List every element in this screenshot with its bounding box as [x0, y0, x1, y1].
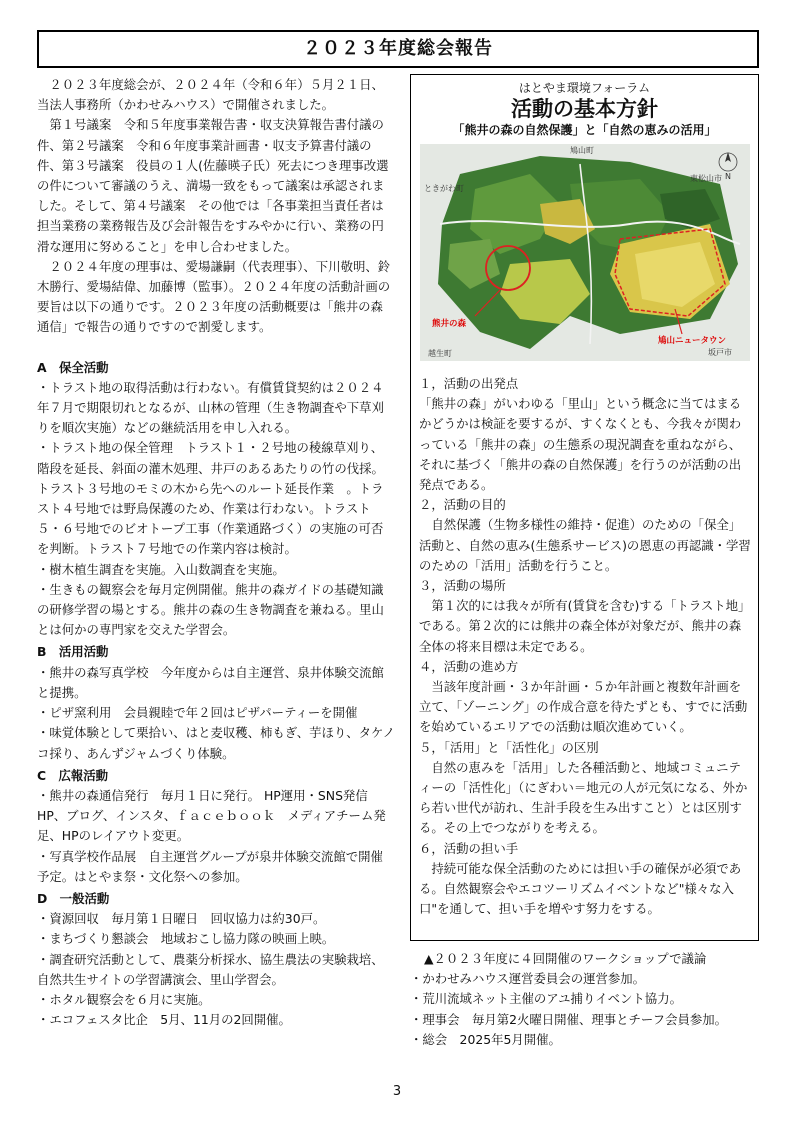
section-a-heading: A 保全活動 [37, 359, 109, 375]
workshop-caption: ▲２０２３年度に４回開催のワークショップで議論 [424, 951, 707, 966]
map-label-road: ときがわ町 [424, 184, 464, 193]
policy-subtitle: はとやま環境フォーラム [518, 81, 651, 95]
policy-point-head: ５，「活用」と「活性化」の区別 [419, 739, 599, 755]
policy-point-head: ４，活動の進め方 [419, 658, 519, 674]
section-d-item: ・エコフェスタ比企 5月、11月の2回開催。 [37, 1012, 291, 1028]
policy-tagline: 「熊井の森の自然保護」と「自然の恵みの活用」 [452, 123, 717, 137]
section-d-item: ・ホタル観察会を６月に実施。 [37, 991, 211, 1007]
workshop-section [410, 949, 759, 1050]
section-c-item: ・写真学校作品展 自主運営グループが泉井体験交流館で開催予定。はとやま祭・文化祭への参加。 [37, 848, 383, 884]
policy-point-body: 第１次的には我々が所有(賃貸を含む)する「トラスト地」である。第２次的には熊井の森全体が対象だが、熊井の森全体の将来目標は未定である。 [419, 598, 751, 654]
section-d-item: ・調査研究活動として、農薬分析採水、協生農法の実験栽培、自然共生サイトの学習講演会、里山学習会。 [37, 951, 384, 987]
policy-point-head: ３，活動の場所 [419, 578, 506, 594]
section-a-item: ・トラスト地の保全管理 トラスト１・２号地の稜線草刈り、階段を延長、斜面の灌木処理、井戸のあるあたりの竹の伐採。トラスト３号地のモミの木から先へのルート延長作業 。トラスト４号地では野鳥保護のため、作業は行わない。トラスト５・６号地でのビオトープ工事（作業通路づく）の実施の可否を判断。トラスト７号地での作業内容は検討。 [37, 440, 384, 557]
workshop-item: ・理事会 毎月第2火曜日開催、理事とチーフ会員参加。 [410, 1011, 728, 1027]
map-label-road: 坂戸市 [708, 348, 732, 357]
policy-point-head: １，活動の出発点 [419, 376, 519, 391]
policy-points [411, 361, 758, 919]
policy-point-body: 自然保護（生物多様性の維持・促進）のための「保全」活動と、自然の恵み(生態系サービス)の恩恵の再認識・学習のための「活用」活動を行うこと。 [419, 517, 751, 573]
report-column [37, 75, 395, 1030]
section-d-item: ・資源回収 毎月第１日曜日 回収協力は約30戸。 [37, 911, 326, 927]
policy-point-body: 持続可能な保全活動のためには担い手の確保が必須である。自然観察会やエコツーリズムイベントなど"様々な入口"を通して、担い手を増やす努力をする。 [419, 860, 742, 917]
policy-point-head: ６，活動の担い手 [419, 840, 519, 856]
page-number: 3 [392, 1084, 402, 1099]
intro-paragraph-1: ２０２３年度総会が、２０２４年（令和６年）５月２１日、当法人事務所（かわせみハウス）で開催されました。 [37, 77, 384, 113]
section-b-item: ・味覚体験として栗拾い、はと麦収穫、柿もぎ、芋ほり、タケノコ採り、あんずジャムづくり体験。 [37, 725, 395, 761]
map-label-road: 東松山市 [690, 174, 722, 183]
workshop-item: ・かわせみハウス運営委員会の運営参加。 [410, 971, 646, 987]
workshop-item: ・総会 2025年5月開催。 [410, 1031, 561, 1047]
section-d-heading: D 一般活動 [37, 890, 110, 906]
section-d-item: ・まちづくり懇談会 地域おこし協力隊の映画上映。 [37, 931, 335, 947]
section-a-item: ・トラスト地の取得活動は行わない。有償賃貸契約は２０２４年７月で期限切れとなるが、山林の管理（生き物調査や下草刈りを順次実施）などの継続活用を申し入れる。 [37, 379, 384, 436]
section-b-item: ・熊井の森写真学校 今年度からは自主運営、泉井体験交流館と提携。 [37, 664, 384, 700]
section-a-item: ・生きもの観察会を毎月定例開催。熊井の森ガイドの基礎知識の研修学習の場とする。熊井の森の生き物調査を兼ねる。里山とは何かの専門家を交えた学習会。 [37, 581, 384, 638]
intro-paragraph-3: ２０２４年度の理事は、愛場謙嗣（代表理事）、下川敬明、鈴木勝行、愛場結偉、加藤博（監事）。２０２４年度の活動計画の要旨は以下の通りです。２０２３年度の活動概要は「熊井の森通信」で報告の通りですので割愛します。 [37, 258, 391, 335]
policy-box [410, 74, 759, 941]
policy-point-body: 自然の恵みを「活用」した各種活動と、地域コミュニティーの「活性化」（にぎわい＝地元の人が元気になる、外から若い世代が訪れ、生計手段を生み出すこと）とは区別する。その上でつながりを考える。 [419, 759, 748, 836]
section-b-item: ・ピザ窯利用 会員親睦で年２回はピザパーティーを開催 [37, 705, 358, 721]
map-label-road: 鳩山町 [570, 146, 594, 155]
policy-point-head: ２，活動の目的 [419, 497, 506, 513]
section-b-heading: B 活用活動 [37, 644, 109, 660]
map-label-north: N [725, 172, 731, 181]
forest-map [420, 144, 750, 361]
section-a-item: ・樹木植生調査を実施。入山数調査を実施。 [37, 561, 285, 577]
section-c-item: ・熊井の森通信発行 毎月１日に発行。 HP運用・SNS発信 HP、ブログ、インスタ、ｆａｃｅｂｏｏｋ メディアチーム発足、HPのレイアウト変更。 [37, 787, 386, 844]
section-c-heading: C 広報活動 [37, 767, 109, 783]
policy-point-body: 当該年度計画・３か年計画・５か年計画と複数年計画を立て、「ゾーニング」の作成合意を待たずとも、すでに活動を始めているエリアでの活動は順次進めていく。 [419, 679, 748, 735]
intro-paragraph-2: 第１号議案 令和５年度事業報告書・収支決算報告書付議の件、第２号議案 令和６年度事業計画書・収支予算書付議の件、第３号議案 役員の１人(佐藤暎子氏）死去につき理事改選の件について審議のうえ、満場一致をもって議案は承認されました。そして、第４号議案 その他では「各事業担当責任者は担当業務の業務報告及び会計報告をすみやかに行い、業務の円滑な運用に努めること」を申し合わせました。 [37, 117, 389, 254]
page-title: ２０２３年度総会報告 [37, 30, 759, 68]
map-label-newtown: 鳩山ニュータウン [658, 336, 727, 346]
map-label-forest: 熊井の森 [432, 319, 467, 329]
policy-title: 活動の基本方針 [511, 97, 658, 121]
policy-point-body: 「熊井の森」がいわゆる「里山」という概念に当てはまるかどうかは検証を要するが、すくなくとも、今我々が関わっている「熊井の森」の生態系の現況調査を重ねながら、それに基づく「熊井の森の自然保護」を行うのが活動の出発点である。 [419, 396, 742, 493]
map-label-road: 越生町 [428, 349, 452, 358]
workshop-item: ・荒川流域ネット主催のアユ捕りイベント協力。 [410, 991, 682, 1007]
